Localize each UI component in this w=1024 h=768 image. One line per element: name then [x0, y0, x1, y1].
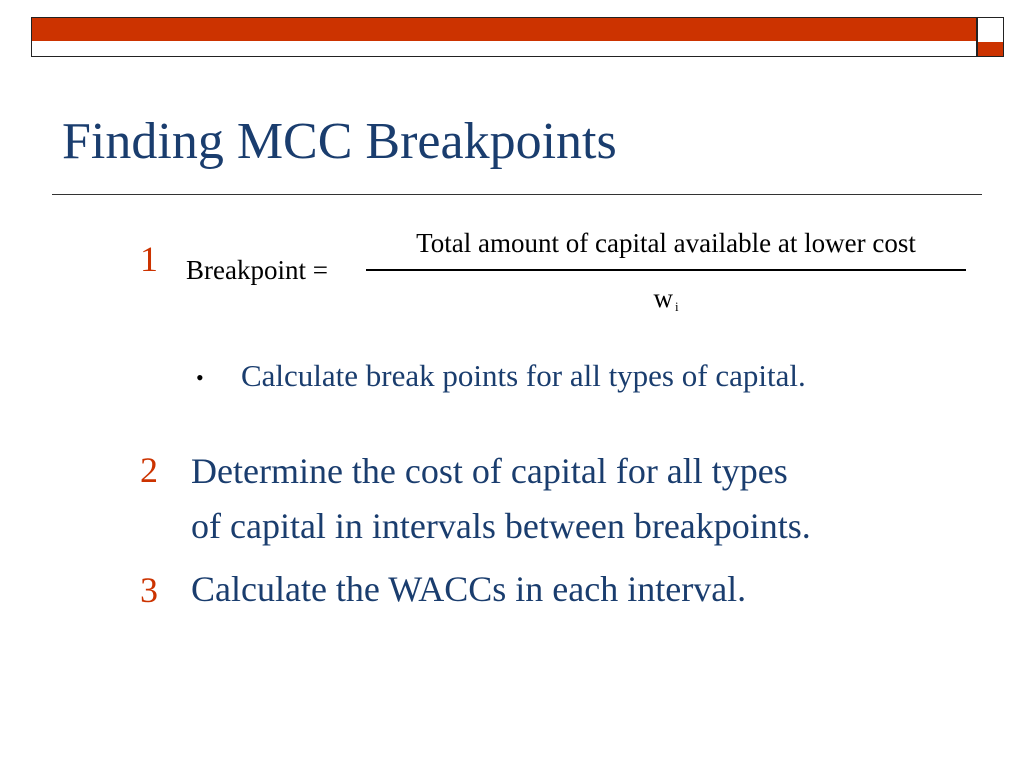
- step-number-2: 2: [140, 450, 158, 490]
- header-stripe: [32, 18, 976, 41]
- step-number-1: 1: [140, 239, 158, 279]
- slide-title: Finding MCC Breakpoints: [62, 113, 617, 170]
- formula-lhs: Breakpoint =: [186, 255, 328, 285]
- step-number-3: 3: [140, 570, 158, 610]
- fraction-bar: [366, 269, 966, 271]
- header-corner-fill: [978, 42, 1003, 56]
- bullet-icon: •: [196, 365, 204, 390]
- formula-numerator: Total amount of capital available at lower cost: [416, 228, 916, 258]
- denominator-variable: w: [653, 283, 673, 313]
- header-bar: [31, 17, 977, 57]
- denominator-subscript: i: [674, 299, 679, 314]
- header-corner-box: [977, 17, 1004, 57]
- step-3-text: Calculate the WACCs in each interval.: [191, 569, 747, 609]
- title-divider: [52, 194, 982, 195]
- formula-denominator: [366, 283, 966, 315]
- step-2-line-1: Determine the cost of capital for all types: [191, 451, 788, 491]
- step-2-line-2: of capital in intervals between breakpoints.: [191, 506, 811, 546]
- bullet-text: Calculate break points for all types of capital.: [241, 358, 806, 393]
